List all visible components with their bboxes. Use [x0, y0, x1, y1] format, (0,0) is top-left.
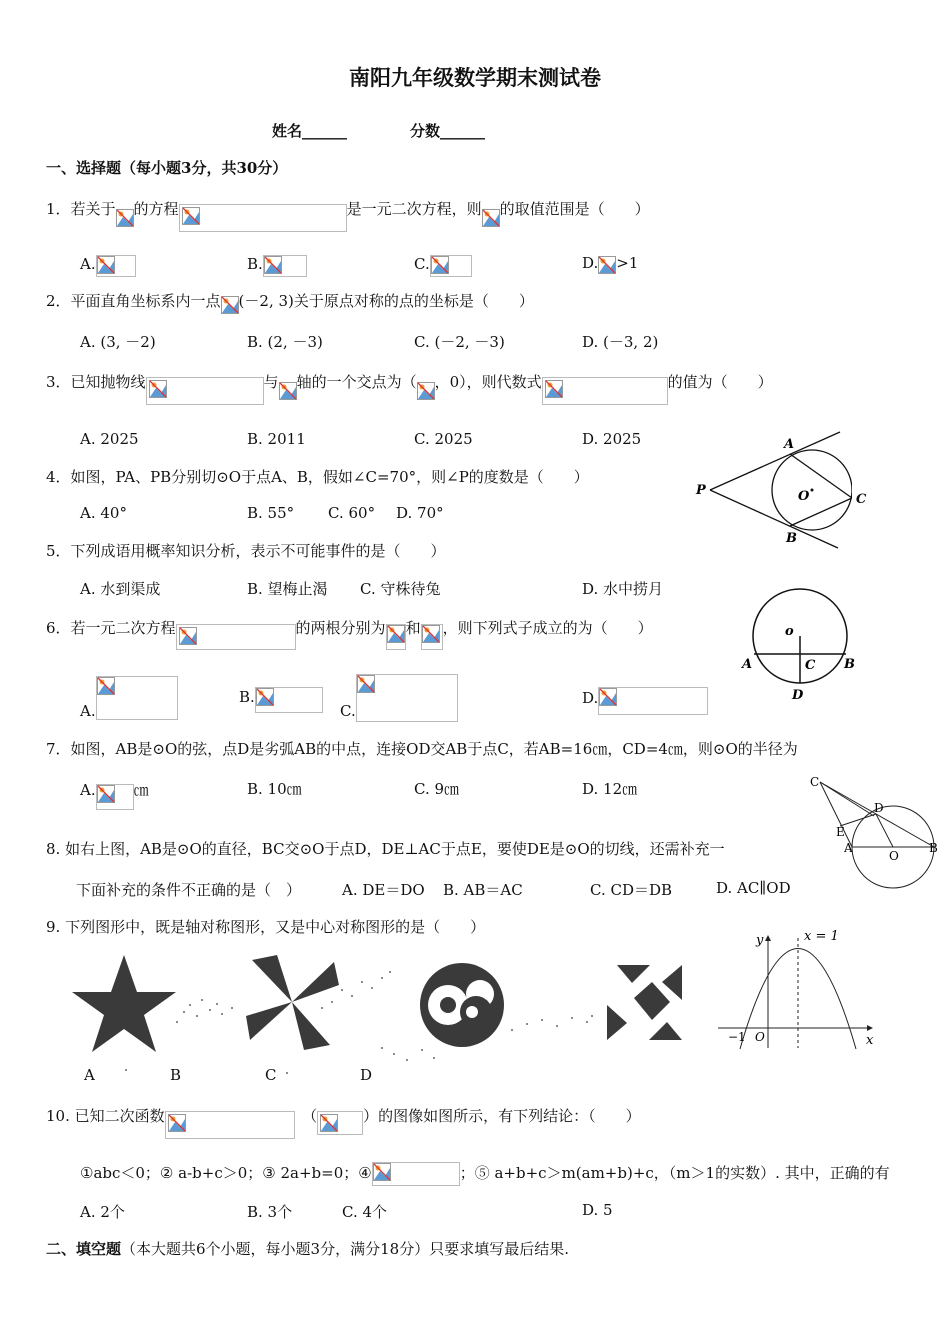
q3-option-d: D. 2025 [582, 430, 642, 448]
formula-box [96, 255, 136, 277]
formula-image-icon [179, 627, 197, 645]
question-10: 10. 已知二次函数 （ ）的图像如图所示，有下列结论：（ ） [46, 1103, 641, 1131]
formula-image-icon [320, 1114, 338, 1132]
label-c: C [856, 492, 867, 507]
label-c: C [805, 658, 816, 673]
question-7: 7．如图，AB是⊙O的弦，点D是劣弧AB的中点，连接OD交AB于点C，若AB=16㎝，CD=4㎝，则⊙O的半径为 [46, 740, 798, 758]
q4-option-b: B. 55° [247, 504, 295, 522]
formula-box [317, 1111, 363, 1135]
label-origin: O [755, 1030, 765, 1044]
q8-stem-2: 下面补充的条件不正确的是（ ） [76, 881, 302, 899]
formula-image-icon [357, 675, 375, 693]
q10-option-d: D. 5 [582, 1201, 613, 1219]
label-a: A [784, 437, 795, 452]
formula-box [255, 687, 323, 713]
q1-text: 的方程 [133, 200, 179, 218]
q10-conclusions: ①abc＜0；② a-b+c＞0；③ 2a+b=0；④ ；⑤ a+b+c＞m(am+b)+c，（m＞1的实数）. 其中，正确的有 [80, 1162, 890, 1186]
formula-box [542, 377, 668, 405]
label-c: C [810, 775, 820, 789]
q5-option-a: A. 水到渠成 [80, 580, 161, 598]
question-2: 2．平面直角坐标系内一点 (－2, 3)关于原点对称的点的坐标是（ ） [46, 290, 534, 311]
q2-option-b: B. (2, －3) [247, 333, 323, 351]
formula-box [263, 255, 307, 277]
q1-option-b: B. [247, 254, 307, 276]
q4-option-c: C. 60° [328, 504, 376, 522]
label-p: P [696, 483, 706, 498]
label-d: D [874, 801, 884, 815]
q9-label-a: A [84, 1066, 95, 1084]
label-d: D [792, 688, 804, 703]
figure-q10 [712, 924, 882, 1054]
label-x-equals-1: x = 1 [804, 929, 839, 944]
q6-option-b: B. [239, 685, 323, 711]
q8-option-a: A. DE＝DO [342, 881, 425, 899]
q9-label-c: C [265, 1066, 277, 1084]
label-y: y [756, 933, 764, 948]
q2-option-d: D. (－3, 2) [582, 333, 659, 351]
formula-image-icon [279, 382, 297, 400]
label-minus-1: −1 [728, 1030, 746, 1044]
q8-option-c: C. CD＝DB [590, 881, 673, 899]
q10-option-b: B. 3个 [247, 1203, 293, 1221]
label-o: o [785, 624, 794, 639]
formula-image-icon [97, 677, 115, 695]
q1-text: 是一元二次方程，则 [346, 200, 482, 218]
section-heading-1: 一、选择题（每小题3分，共30分） [46, 159, 288, 177]
formula-image-icon [431, 256, 449, 274]
formula-box [146, 377, 264, 405]
section-heading-2: 二、填空题（本大题共6个小题，每小题3分，满分18分）只要求填写最后结果. [46, 1240, 569, 1258]
q3-option-c: C. 2025 [414, 430, 473, 448]
formula-image-icon [182, 207, 200, 225]
formula-box [598, 687, 708, 715]
q4-option-d: D. 70° [396, 504, 444, 522]
q7-option-d: D. 12㎝ [582, 780, 638, 798]
formula-box [165, 1111, 295, 1139]
q1-option-d: D. >1 [582, 254, 639, 272]
label-a: A [742, 657, 753, 672]
square-triangles-shape [607, 965, 682, 1040]
q6-option-a: A. [80, 676, 178, 720]
label-a: A [844, 841, 853, 855]
label-o: O [798, 489, 810, 504]
q7-option-b: B. 10㎝ [247, 780, 302, 798]
formula-image-icon [97, 256, 115, 274]
formula-image-icon [599, 688, 617, 706]
q1-option-a: A. [80, 254, 136, 276]
q5-option-d: D. 水中捞月 [582, 580, 664, 598]
formula-box [386, 624, 406, 650]
q1-text: 的取值范围是（ ） [499, 200, 650, 218]
question-5: 5．下列成语用概率知识分析，表示不可能事件的是（ ） [46, 542, 446, 560]
label-b: B [786, 531, 797, 546]
score-field: 分数______ [410, 122, 486, 140]
formula-image-icon [417, 382, 435, 400]
formula-image-icon [221, 296, 239, 314]
formula-box [430, 255, 472, 277]
q1-option-c: C. [414, 254, 472, 276]
formula-image-icon [256, 688, 274, 706]
formula-box [96, 784, 134, 810]
formula-image-icon [168, 1114, 186, 1132]
q5-option-b: B. 望梅止渴 [247, 580, 328, 598]
q6-option-d: D. [582, 685, 708, 713]
q5-option-c: C. 守株待兔 [360, 580, 441, 598]
formula-box [421, 624, 443, 650]
label-b: B [929, 841, 938, 855]
q2-option-c: C. (－2, －3) [414, 333, 505, 351]
question-3: 3．已知抛物线 与 轴的一个交点为（ ，0），则代数式 的值为（ ） [46, 369, 773, 397]
formula-box [356, 674, 458, 722]
question-9: 9. 下列图形中，既是轴对称图形，又是中心对称图形的是（ ） [46, 918, 486, 936]
q4-option-a: A. 40° [80, 504, 127, 522]
formula-image-icon [264, 256, 282, 274]
q10-option-a: A. 2个 [80, 1203, 125, 1221]
star-shape [72, 955, 176, 1052]
q3-option-a: A. 2025 [80, 430, 139, 448]
formula-box [176, 624, 296, 650]
label-e: E [836, 825, 845, 839]
q7-option-c: C. 9㎝ [414, 780, 460, 798]
formula-image-icon [422, 625, 440, 643]
formula-image-icon [373, 1163, 391, 1181]
q3-option-b: B. 2011 [247, 430, 306, 448]
q8-option-d: D. AC∥OD [716, 879, 791, 897]
question-1 [46, 196, 650, 224]
question-6: 6．若一元二次方程 的两根分别为 和 ，则下列式子成立的为（ ） [46, 616, 653, 642]
q6-option-c: C. [340, 674, 458, 722]
figure-q8 [806, 772, 944, 890]
formula-image-icon [97, 785, 115, 803]
label-x: x [866, 1033, 874, 1048]
formula-image-icon [116, 209, 134, 227]
formula-box [179, 204, 347, 232]
label-o: O [889, 849, 899, 863]
question-4: 4．如图，PA、PB分别切⊙O于点A、B，假如∠C=70°，则∠P的度数是（ ） [46, 468, 589, 486]
formula-box [96, 676, 178, 720]
noise-dots [125, 971, 593, 1074]
formula-image-icon [387, 625, 405, 643]
formula-image-icon [149, 380, 167, 398]
q7-option-a: A. ㎝ [80, 778, 149, 804]
label-b: B [844, 657, 855, 672]
formula-image-icon [545, 380, 563, 398]
q9-figures [72, 950, 712, 1090]
formula-image-icon [598, 256, 616, 274]
pinwheel-shape [246, 955, 339, 1050]
name-field: 姓名______ [272, 122, 348, 140]
formula-box [372, 1162, 460, 1186]
q9-label-d: D [360, 1066, 373, 1084]
q9-label-b: B [170, 1066, 182, 1084]
q2-option-a: A. (3, －2) [80, 333, 156, 351]
formula-image-icon [482, 209, 500, 227]
question-8: 8. 如右上图，AB是⊙O的直径，BC交⊙O于点D，DE⊥AC于点E，要使DE是⊙O的切线，还需补充一 [46, 840, 725, 858]
tomoe-shape [420, 963, 504, 1047]
figure-q4 [692, 428, 852, 552]
q8-option-b: B. AB＝AC [443, 881, 523, 899]
q10-option-c: C. 4个 [342, 1203, 388, 1221]
page-title: 南阳九年级数学期末测试卷 [349, 65, 601, 90]
figure-q7 [738, 582, 860, 704]
q1-text: 1．若关于 [46, 200, 116, 218]
